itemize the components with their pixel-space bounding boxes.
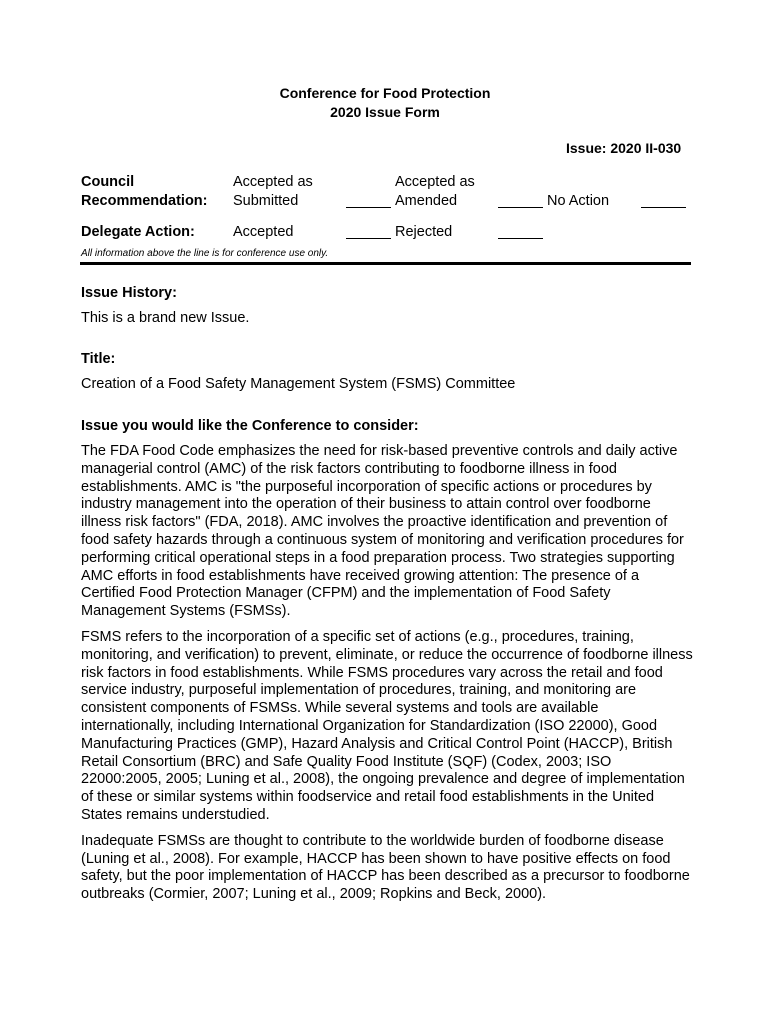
title-heading: Title: <box>81 351 116 367</box>
delegate-accepted-blank[interactable] <box>346 228 391 239</box>
accepted-amended-line2: Amended <box>395 193 458 209</box>
consider-heading: Issue you would like the Conference to consider: <box>81 418 419 434</box>
delegate-label: Delegate Action: <box>81 224 195 240</box>
accepted-amended-line1: Accepted as <box>395 174 475 190</box>
title-text: Creation of a Food Safety Management System (FSMS) Committee <box>81 376 516 392</box>
form-subtitle: 2020 Issue Form <box>330 104 440 120</box>
accepted-amended-blank[interactable] <box>498 197 543 208</box>
issue-history-heading: Issue History: <box>81 285 177 301</box>
accepted-submitted-line1: Accepted as <box>233 174 313 190</box>
delegate-accepted-label: Accepted <box>233 224 294 240</box>
no-action-blank[interactable] <box>641 197 686 208</box>
delegate-rejected-label: Rejected <box>395 224 453 240</box>
no-action-label: No Action <box>547 193 610 209</box>
council-label-line2: Recommendation: <box>81 193 208 209</box>
delegate-rejected-blank[interactable] <box>498 228 543 239</box>
issue-number: Issue: 2020 II-030 <box>566 140 682 156</box>
consider-paragraph-3: Inadequate FSMSs are thought to contribute to the worldwide burden of foodborne disease (Luning et al., 2008). For example, HACCP has been shown to have positive effects on food safety, but the poor implementation of HACCP has been described as a precursor to foodborne outbreaks (Cormier, 2007; Luning et al., 2009; Ropkins and Beck, 2000). <box>81 832 690 903</box>
issue-history-text: This is a brand new Issue. <box>81 310 250 326</box>
accepted-submitted-blank[interactable] <box>346 197 391 208</box>
divider-line <box>80 262 691 265</box>
council-label-line1: Council <box>81 174 135 190</box>
form-title: Conference for Food Protection <box>279 85 491 101</box>
consider-paragraph-2: FSMS refers to the incorporation of a specific set of actions (e.g., procedures, training, monitoring, and verification) to prevent, eliminate, or reduce the occurrence of foodborne illness risk factors in food establishments. While FSMS procedures vary across the retail and food service industry, purposeful implementation of procedures, training, and monitoring are consistent components of FSMSs. While several systems and tools are available internationally, including International Organization for Standardization (ISO 22000), Good Manufacturing Practices (GMP), Hazard Analysis and Critical Control Point (HACCP), British Retail Consortium (BRC) and Safe Quality Food Institute (SQF) (Codex, 2003; ISO 22000:2005, 2005; Luning et al., 2008), the ongoing prevalence and degree of implementation of these or similar systems within foodservice and retail food establishments in the United States remains understudied. <box>81 628 693 823</box>
consider-body <box>81 443 693 912</box>
accepted-submitted-line2: Submitted <box>233 193 299 209</box>
consider-paragraph-1: The FDA Food Code emphasizes the need for risk-based preventive controls and daily active managerial control (AMC) of the risk factors contributing to foodborne illness in food establishments. AMC is "the purposeful incorporation of specific actions or procedures by industry management into the operation of their business to attain control over foodborne illness risk factors" (FDA, 2018). AMC involves the proactive identification and prevention of food safety hazards through a continuous system of monitoring and verification procedures for performing critical operational steps in a food preparation process. Two strategies supporting AMC efforts in food establishments have received growing attention: The presence of a Certified Food Protection Manager (CFPM) and the implementation of Food Safety Management Systems (FSMSs). <box>81 443 684 620</box>
conference-use-note: All information above the line is for conference use only. <box>81 248 329 259</box>
